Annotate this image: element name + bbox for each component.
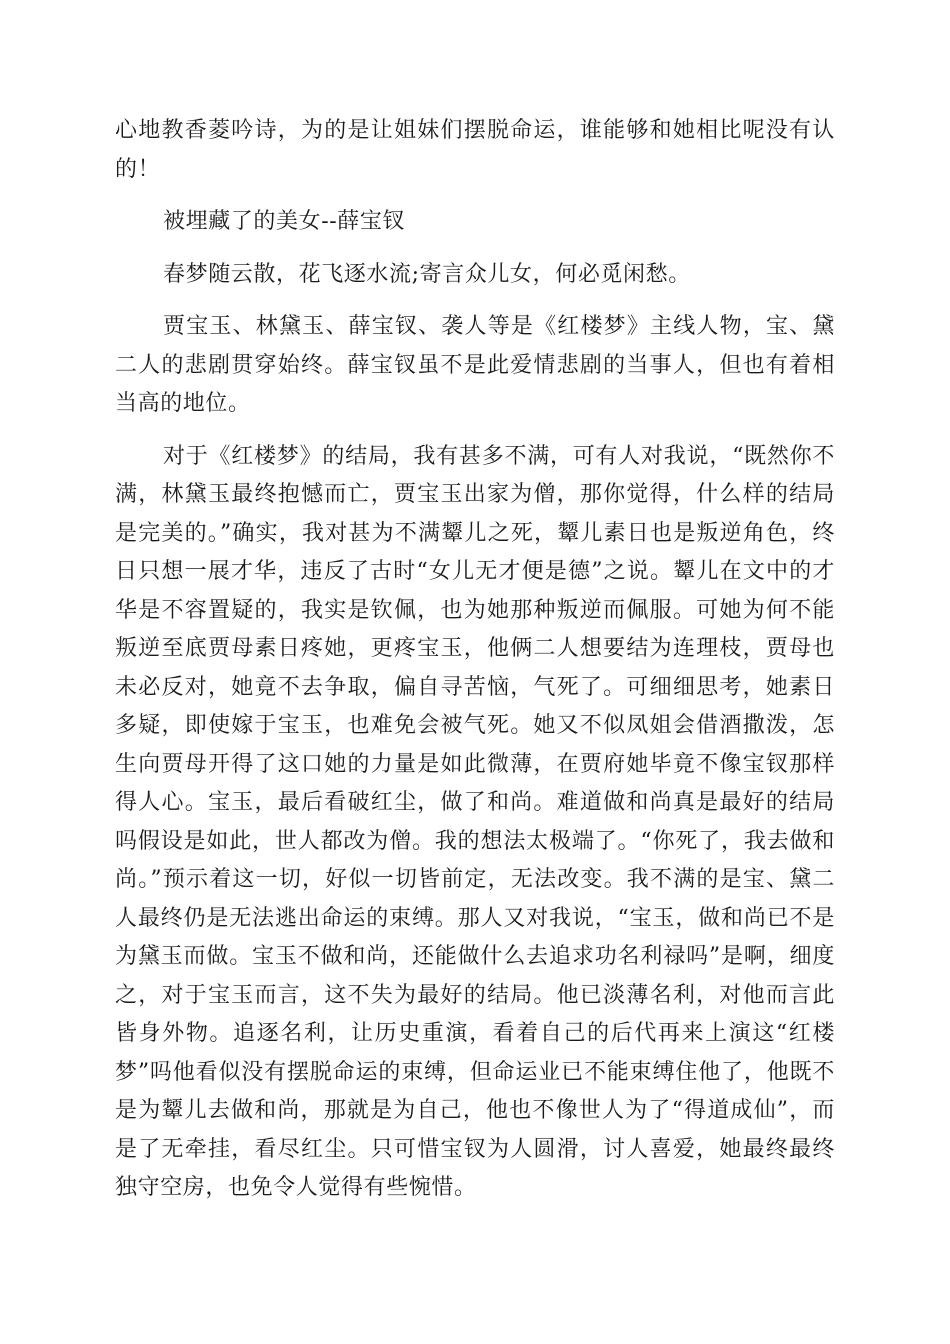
paragraph-intro: 贾宝玉、林黛玉、薛宝钗、袭人等是《红楼梦》主线人物，宝、黛二人的悲剧贯穿始终。薛宝钗虽不是此爱情悲剧的当事人，但也有着相当高的地位。 (115, 314, 835, 416)
paragraph-body: 对于《红楼梦》的结局，我有甚多不满，可有人对我说，“既然你不满，林黛玉最终抱憾而亡，贾宝玉出家为僧，那你觉得，什么样的结局是完美的。”确实，我对甚为不满颦儿之死，颦儿素日也是叛逆角色，终日只想一展才华，违反了古时“女儿无才便是德”之说。颦儿在文中的才华是不容置疑的，我实是钦佩，也为她那种叛逆而佩服。可她为何不能叛逆至底贾母素日疼她，更疼宝玉，他俩二人想要结为连理枝，贾母也未必反对，她竟不去争取，偏自寻苦恼，气死了。可细细思考，她素日多疑，即使嫁于宝玉，也难免会被气死。她又不似凤姐会借酒撒泼，怎生向贾母开得了这口她的力量是如此微薄，在贾府她毕竟不像宝钗那样得人心。宝玉，最后看破红尘，做了和尚。难道做和尚真是最好的结局吗假设是如此，世人都改为僧。我的想法太极端了。“你死了，我去做和尚。”预示着这一切，好似一切皆前定，无法改变。我不满的是宝、黛二人最终仍是无法逃出命运的束缚。那人又对我说，“宝玉，做和尚已不是为黛玉而做。宝玉不做和尚，还能做什么去追求功名利禄吗”是啊，细度之，对于宝玉而言，这不失为最好的结局。他已淡薄名利，对他而言此皆身外物。追逐名利，让历史重演，看着自己的后代再来上演这“红楼梦”吗他看似没有摆脱命运的束缚，但命运业已不能束缚住他了，他既不是为颦儿去做和尚，那就是为自己，他也不像世人为了“得道成仙”，而是了无牵挂，看尽红尘。只可惜宝钗为人圆滑，讨人喜爱，她最终最终独守空房，也免令人觉得有些惋惜。 (115, 443, 835, 1200)
poem-line: 春梦随云散，花飞逐水流;寄言众儿女，何必觅闲愁。 (163, 261, 691, 287)
paragraph-continuation: 心地教香菱吟诗，为的是让姐妹们摆脱命运，谁能够和她相比呢没有认的！ (115, 118, 835, 182)
section-heading: 被埋藏了的美女--薛宝钗 (163, 209, 406, 234)
document-page (115, 112, 835, 1208)
